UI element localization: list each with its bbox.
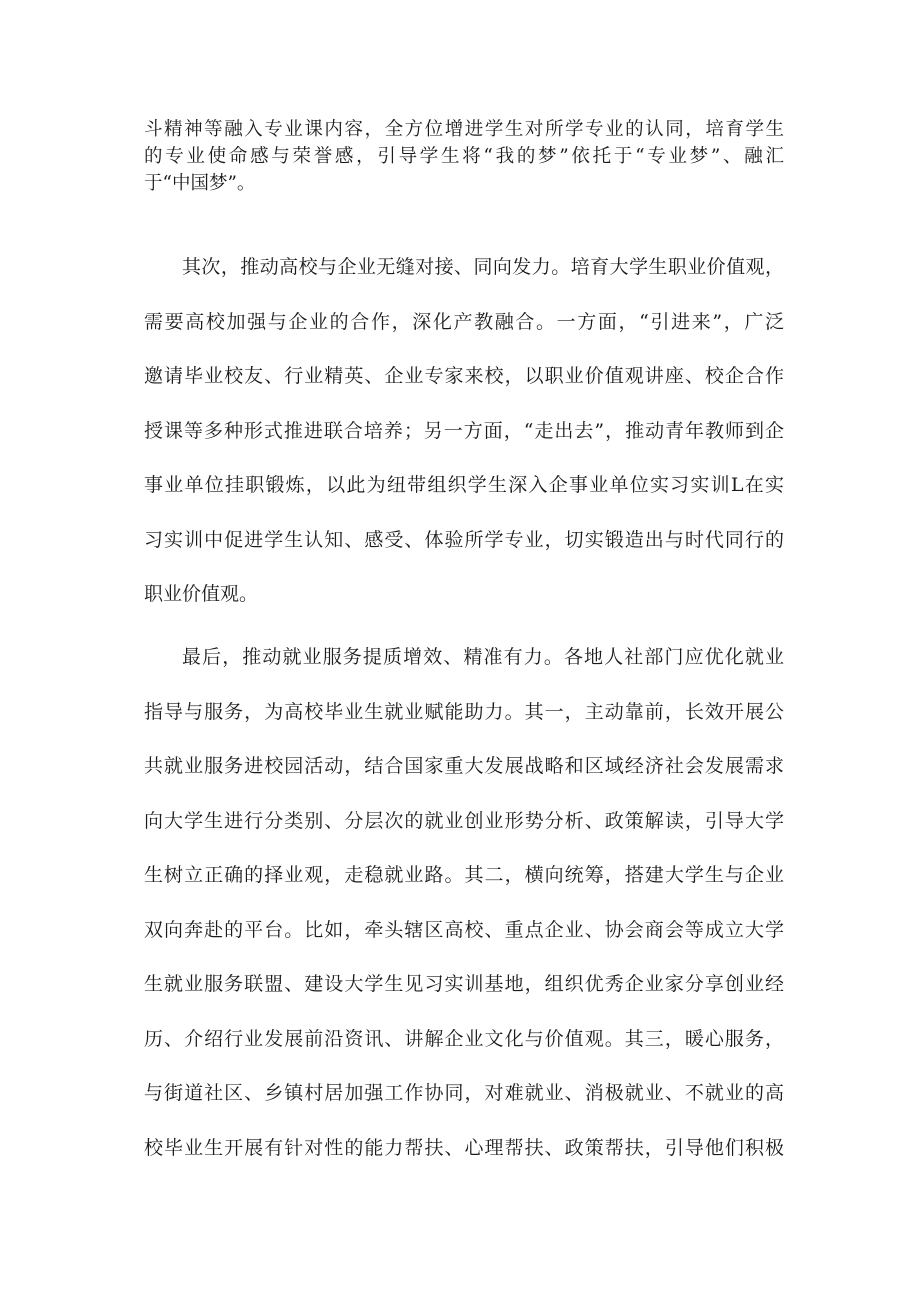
text-line: 的专业使命感与荣誉感，引导学生将“我的梦”依托于“专业梦”、融汇 (144, 146, 784, 167)
text-line: 邀请毕业校友、行业精英、企业专家来校，以职业价值观讲座、校企合作 (144, 365, 784, 387)
text-line: 授课等多种形式推进联合培养；另一方面，“走出去”，推动青年教师到企 (144, 419, 784, 442)
text-line: 斗精神等融入专业课内容，全方位增进学生对所学专业的认同，培育学生 (144, 119, 784, 140)
text-line: 其次，推动高校与企业无缝对接、同向发力。培育大学生职业价值观， (182, 256, 784, 278)
text-line: 生就业服务联盟、建设大学生见习实训基地，组织优秀企业家分享创业经 (144, 973, 784, 995)
paragraph-enterprise-cooperation (144, 240, 784, 622)
text-line: 双向奔赴的平台。比如，牵头辖区高校、重点企业、协会商会等成立大学 (144, 918, 784, 941)
text-line: 共就业服务进校园活动，结合国家重大发展战略和区域经济社会发展需求 (144, 755, 784, 777)
text-line: 习实训中促进学生认知、感受、体验所学专业，切实锻造出与时代同行的 (144, 528, 784, 551)
text-line: 职业价值观。 (144, 583, 259, 605)
text-line: 最后，推动就业服务提质增效、精准有力。各地人社部门应优化就业 (182, 646, 784, 668)
text-line: 指导与服务，为高校毕业生就业赋能助力。其一，主动靠前，长效开展公 (144, 700, 784, 723)
text-line: 与街道社区、乡镇村居加强工作协同，对难就业、消极就业、不就业的高 (144, 1082, 784, 1104)
text-line: 事业单位挂职锻炼，以此为纽带组织学生深入企事业单位实习实训L在实 (144, 474, 784, 496)
text-line: 需要高校加强与企业的合作，深化产教融合。一方面，“引进来”，广泛 (144, 310, 784, 333)
text-line: 于“中国梦”。 (144, 173, 256, 194)
text-line: 向大学生进行分类别、分层次的就业创业形势分析、政策解读，引导大学 (144, 809, 784, 832)
text-line: 生树立正确的择业观，走稳就业路。其二，横向统筹，搭建大学生与企业 (144, 864, 784, 886)
paragraph-employment-services (144, 630, 784, 1175)
text-line: 历、介绍行业发展前沿资讯、讲解企业文化与价值观。其三，暖心服务， (144, 1027, 784, 1050)
text-line: 校毕业生开展有针对性的能力帮扶、心理帮扶、政策帮扶，引导他们积极 (144, 1136, 784, 1159)
paragraph-continued (144, 116, 784, 197)
